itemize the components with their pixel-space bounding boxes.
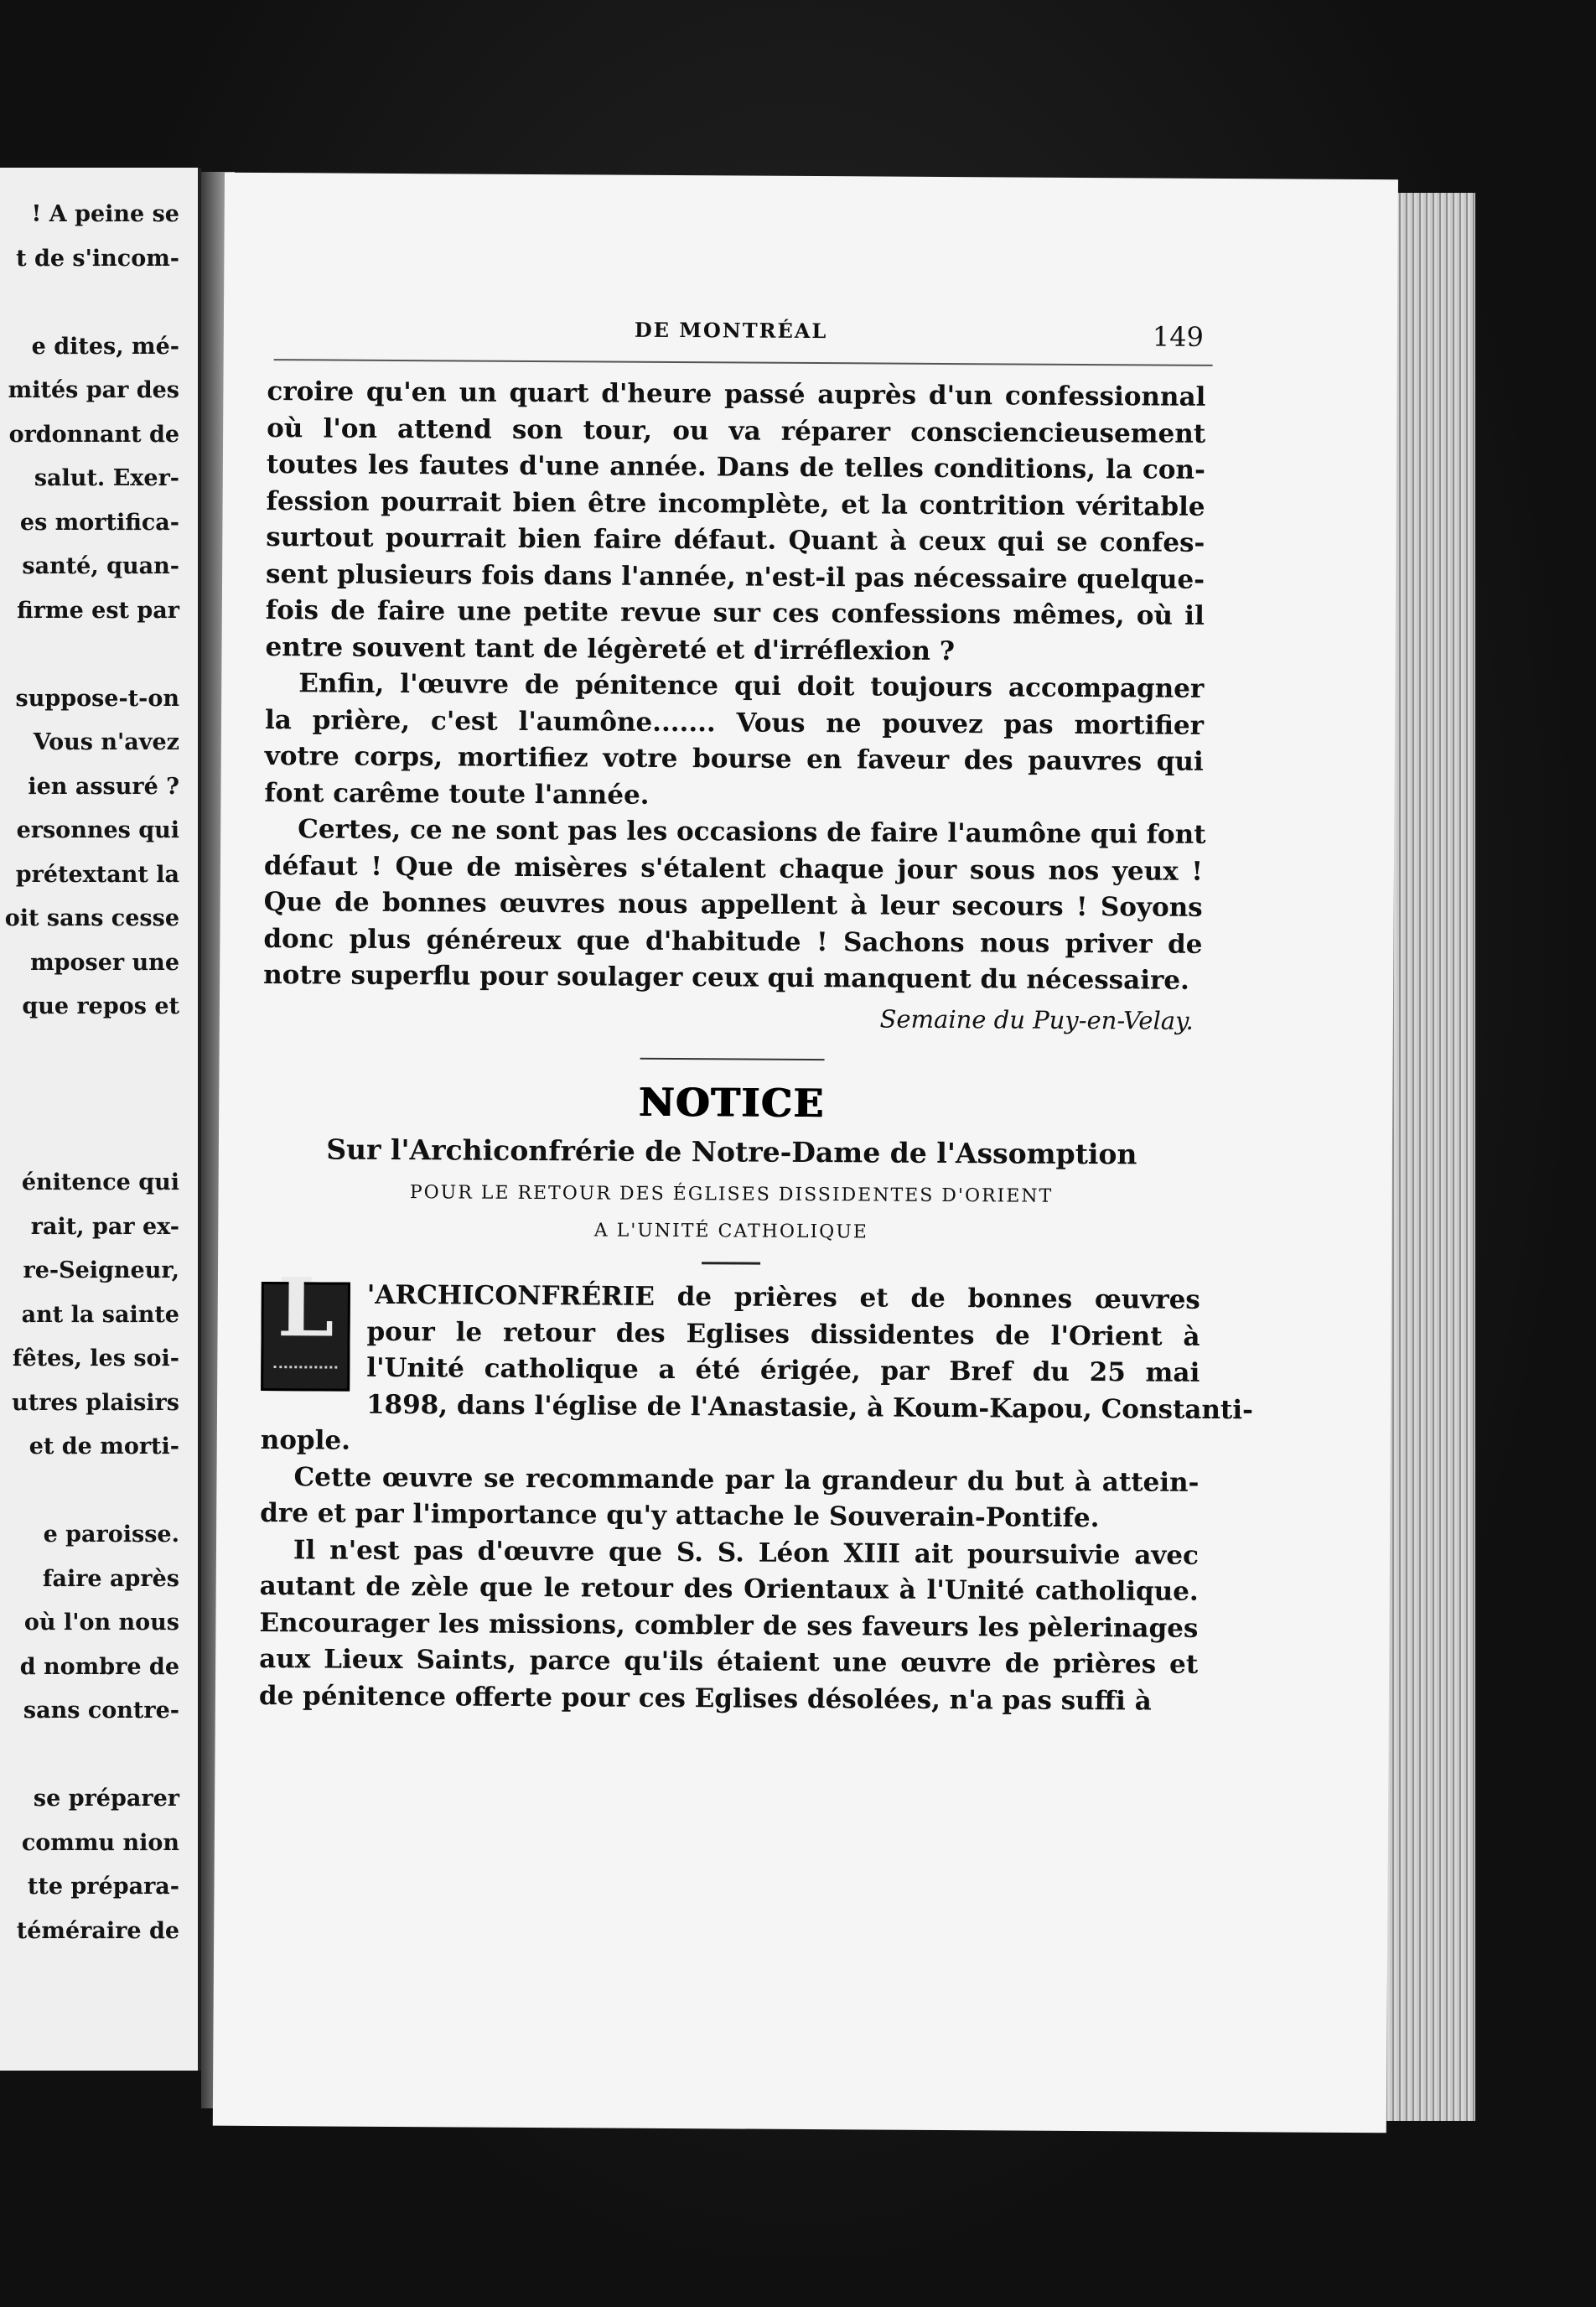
left-page-line: Vous n'avez <box>33 729 179 755</box>
text-line: défaut ! Que de misères s'étalent chaque jour sous nos yeux ! <box>263 850 1204 887</box>
paragraph-aumone <box>264 666 1204 817</box>
left-page-line: oit sans cesse <box>4 905 179 931</box>
text-line: votre corps, mortifiez votre bourse en faveur des pauvres qui <box>264 741 1204 777</box>
text-line: fois de faire une petite revue sur ces confessions mêmes, où il <box>265 595 1205 631</box>
paragraph-confession <box>265 374 1205 671</box>
left-page-line: t de s'incom- <box>16 245 179 272</box>
left-page-line: ersonnes qui <box>16 817 179 843</box>
left-page-line: énitence qui <box>21 1169 179 1195</box>
text-line: Que de bonnes œuvres nous appellent à leur secours ! Soyons <box>263 887 1203 923</box>
notice-line-2: A L'UNITÉ CATHOLIQUE <box>593 1220 868 1243</box>
text-line: Enfin, l'œuvre de pénitence qui doit toujours accompagner <box>298 668 1205 704</box>
text-line: donc plus généreux que d'habitude ! Sachons nous priver de <box>263 923 1203 960</box>
text-line: Certes, ce ne sont pas les occasions de faire l'aumône qui font <box>298 814 1206 850</box>
short-rule <box>702 1262 760 1264</box>
text-line: dre et par l'importance qu'y attache le Souverain-Pontife. <box>260 1498 1100 1534</box>
dropcap-letter: L <box>277 1260 334 1356</box>
left-page-line: commu nion <box>21 1829 179 1856</box>
page-number: 149 <box>1152 320 1205 353</box>
left-page-line: et de morti- <box>28 1433 179 1459</box>
text-line: surtout pourrait bien faire défaut. Quant à ceux qui se confes- <box>266 522 1205 558</box>
left-page-line: prétextant la <box>15 861 179 888</box>
body-text <box>258 374 1254 1720</box>
left-page-line: fêtes, les soi- <box>12 1345 179 1371</box>
left-page-line: ant la sainte <box>21 1301 179 1328</box>
left-facing-page <box>0 168 201 2071</box>
paragraph-leon-xiii <box>259 1532 1199 1720</box>
left-page-line: mités par des <box>8 377 179 403</box>
text-line: autant de zèle que le retour des Orientaux à l'Unité catholique. <box>259 1571 1199 1607</box>
left-page-line: mposer une <box>30 949 179 976</box>
left-page-line: téméraire de <box>16 1917 179 1944</box>
text-line: notre superflu pour soulager ceux qui manquent du nécessaire. <box>263 960 1190 996</box>
notice-line-1: POUR LE RETOUR DES ÉGLISES DISSIDENTES D'ORIENT <box>409 1182 1054 1207</box>
text-line: la prière, c'est l'aumône....... Vous ne pouvez pas mortifier <box>264 704 1205 741</box>
left-page-line: salut. Exer- <box>34 465 179 491</box>
left-page-line: ien assuré ? <box>28 773 179 800</box>
running-head: DE MONTRÉAL <box>634 317 828 344</box>
left-page-line: tte prépara- <box>27 1874 179 1900</box>
page-edges <box>1383 193 1475 2121</box>
text-line: 1898, dans l'église de l'Anastasie, à Koum-Kapou, Constanti- <box>365 1389 1254 1425</box>
paragraph-occasions <box>263 811 1206 999</box>
text-line: sent plusieurs fois dans l'année, n'est-il pas nécessaire quelque- <box>265 558 1205 595</box>
left-page-line: suppose-t-on <box>15 685 179 712</box>
left-page-line: e paroisse. <box>43 1522 179 1548</box>
paragraph-archiconfrerie <box>260 1260 1254 1465</box>
text-line: aux Lieux Saints, parce qu'ils étaient une œuvre de prières et <box>259 1644 1199 1680</box>
text-line: l'Unité catholique a été érigée, par Bref du 25 mai <box>366 1352 1200 1388</box>
left-page-line: e dites, mé- <box>31 333 179 360</box>
text-line: Encourager les missions, combler de ses faveurs les pèlerinages <box>259 1607 1199 1644</box>
left-page-line: sans contre- <box>23 1698 179 1724</box>
left-page-line: santé, quan- <box>22 553 179 579</box>
text-line: croire qu'en un quart d'heure passé auprès d'un confessionnal <box>267 376 1206 412</box>
left-page-line: que repos et <box>22 993 179 1019</box>
text-line: fession pourrait bien être incomplète, et la contrition véritable <box>266 485 1205 522</box>
left-page-line: es mortifica- <box>19 509 179 536</box>
text-line: nople. <box>260 1425 351 1456</box>
left-page-line: se préparer <box>33 1786 179 1812</box>
header-rule <box>274 359 1213 366</box>
text-line: toutes les fautes d'une année. Dans de telles conditions, la con- <box>266 449 1205 485</box>
left-page-line: d nombre de <box>19 1653 179 1680</box>
left-page-line: ordonnant de <box>8 421 179 448</box>
paragraph-oeuvre <box>260 1459 1200 1538</box>
text-line: de pénitence offerte pour ces Eglises désolées, n'a pas suffi à <box>258 1680 1152 1717</box>
text-line: où l'on attend son tour, ou va réparer consciencieusement <box>267 412 1206 449</box>
section-separator <box>640 1058 825 1060</box>
right-page <box>213 173 1398 2133</box>
text-line: pour le retour des Eglises dissidentes de l'Orient à <box>366 1316 1200 1352</box>
ornamental-dropcap <box>261 1260 350 1392</box>
left-page-line: utres plaisirs <box>12 1389 179 1416</box>
left-page-line: firme est par <box>17 597 179 624</box>
notice-subtitle: Sur l'Archiconfrérie de Notre-Dame de l'Assomption <box>326 1132 1137 1170</box>
text-line: entre souvent tant de légèreté et d'irréflexion ? <box>265 631 956 666</box>
source-attribution: Semaine du Puy-en-Velay. <box>879 1004 1194 1035</box>
left-page-line: où l'on nous <box>23 1610 179 1636</box>
left-page-line: ! A peine se <box>31 201 179 227</box>
text-line: Il n'est pas d'œuvre que S. S. Léon XIII ait poursuivie avec <box>293 1534 1200 1571</box>
dropcap-ornament <box>273 1366 337 1380</box>
text-line: Cette œuvre se recommande par la grandeur du but à attein- <box>293 1461 1200 1498</box>
text-line: 'ARCHICONFRÉRIE de prières et de bonnes œuvres <box>366 1279 1200 1315</box>
left-page-line: rait, par ex- <box>30 1213 179 1240</box>
text-line: font carême toute l'année. <box>264 777 650 811</box>
notice-title: NOTICE <box>639 1079 826 1127</box>
left-page-line: re-Seigneur, <box>23 1257 179 1283</box>
left-page-line: faire après <box>42 1565 179 1592</box>
